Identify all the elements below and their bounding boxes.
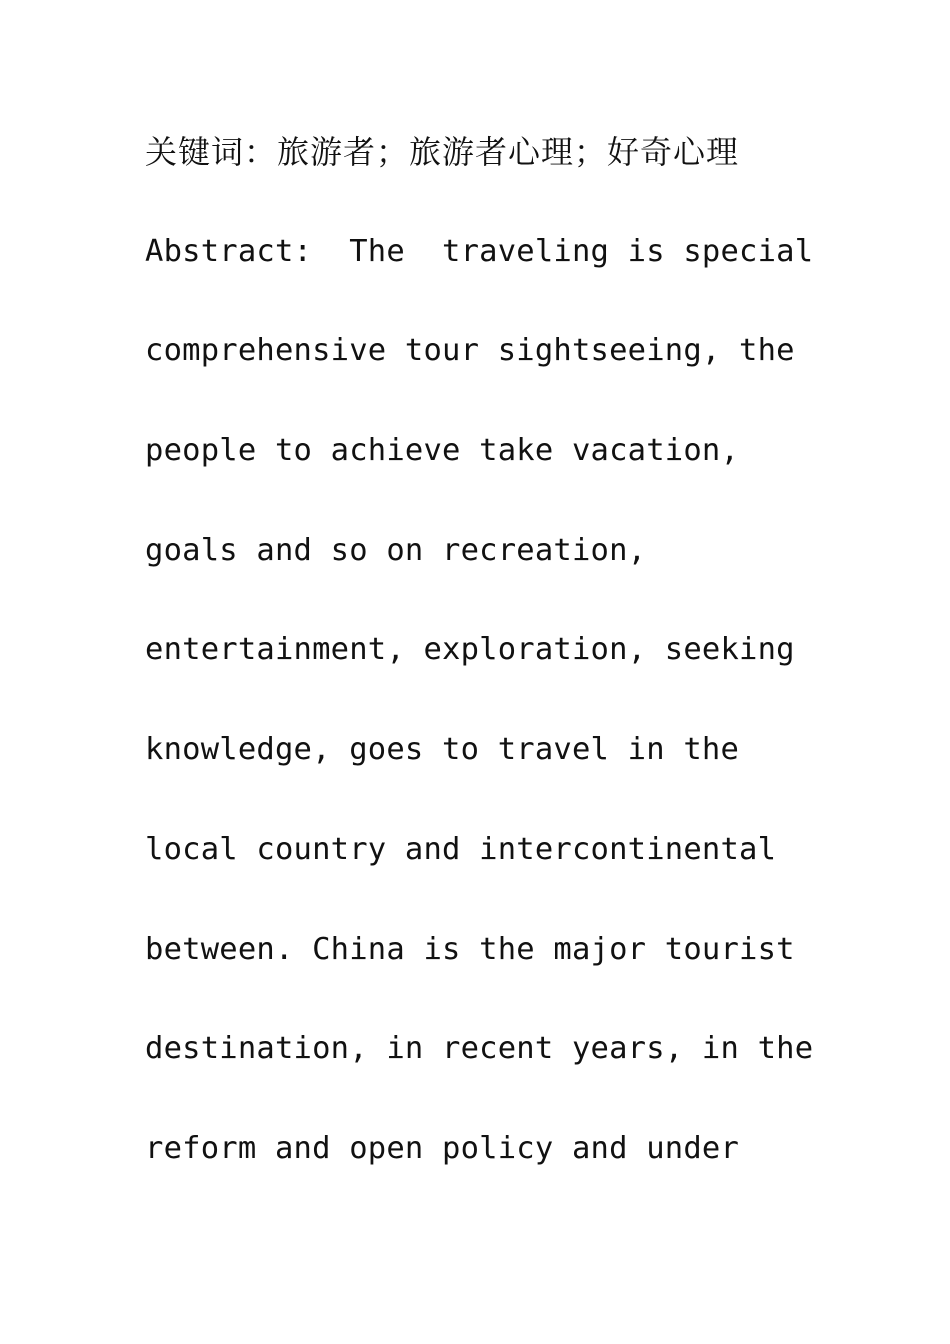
document-body bbox=[145, 122, 845, 1219]
abstract-line: entertainment, exploration, seeking bbox=[145, 632, 795, 668]
keywords-line: 关键词：旅游者；旅游者心理；好奇心理 bbox=[145, 133, 740, 171]
abstract-line: comprehensive tour sightseeing, the bbox=[145, 333, 795, 369]
abstract-line: knowledge, goes to travel in the bbox=[145, 732, 740, 768]
abstract-line: local country and intercontinental bbox=[145, 831, 777, 867]
abstract-line: goals and so on recreation, bbox=[145, 532, 647, 568]
abstract-line: between. China is the major tourist bbox=[145, 931, 795, 967]
abstract-line: people to achieve take vacation, bbox=[145, 433, 740, 469]
abstract-line: destination, in recent years, in the bbox=[145, 1031, 814, 1067]
abstract-line: reform and open policy and under bbox=[145, 1130, 740, 1166]
abstract-line: Abstract: The traveling is special bbox=[145, 233, 814, 269]
